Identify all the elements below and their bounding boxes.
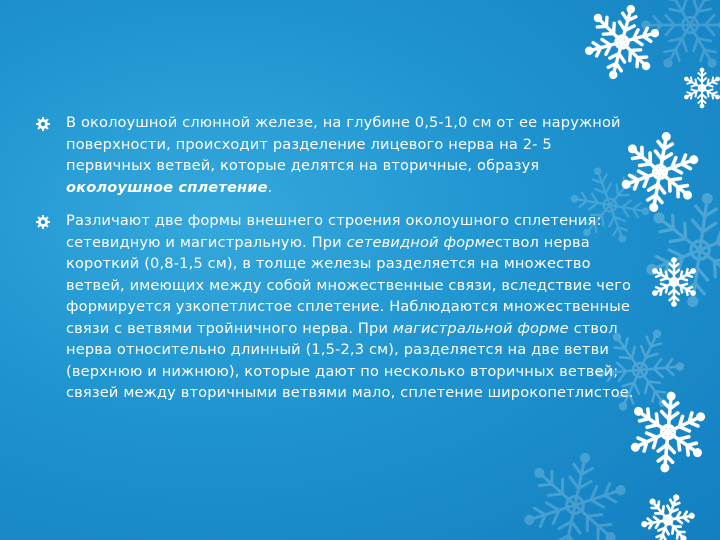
snowflake-icon — [636, 487, 701, 540]
emphasis-text: околоушное сплетение — [66, 178, 268, 196]
paragraph-text: В околоушной слюнной железе, на глубине 0,5-1,0 см от ее наружной поверхности, происходит разделение лицевого нерва на 2- 5 первичных ветвей, которые делятся на вторичные, образуя — [66, 114, 621, 174]
italic-text: сетевидной форме — [346, 233, 495, 251]
snowflake-icon — [578, 0, 665, 86]
paragraph-text: ствол нерва относительно длинный (1,5-2,3 см), разделяется на две ветви (верхнюю и нижнюю), которые дают по несколько вторичных ветвей; связей между вторичными ветвями мало, сплетение широкопетлистое. — [66, 319, 634, 401]
gear-bullet-icon — [36, 215, 50, 229]
paragraph-text: Различают две формы внешнего строения околоушного сплетения: сетевидную и магистральную. При — [66, 212, 602, 251]
bullet-paragraph-1 — [34, 112, 634, 198]
snowflake-icon — [683, 69, 720, 108]
paragraph-text: . — [267, 178, 273, 196]
snowflake-icon — [515, 444, 634, 540]
snowflake-icon — [627, 390, 709, 474]
italic-text: магистральной форме — [392, 319, 569, 337]
bullet-paragraph-2 — [34, 210, 634, 404]
gear-bullet-icon — [36, 117, 50, 131]
slide-content — [34, 112, 634, 416]
paragraph-text: ствол нерва короткий (0,8-1,5 см), в толще железы разделяется на множество ветвей, имеющих между собой множественные связи, вследствие чего формируется узкопетлистое сплетение. Наблюдаются множественные связи с ветвями тройничного нерва. При — [66, 233, 632, 337]
